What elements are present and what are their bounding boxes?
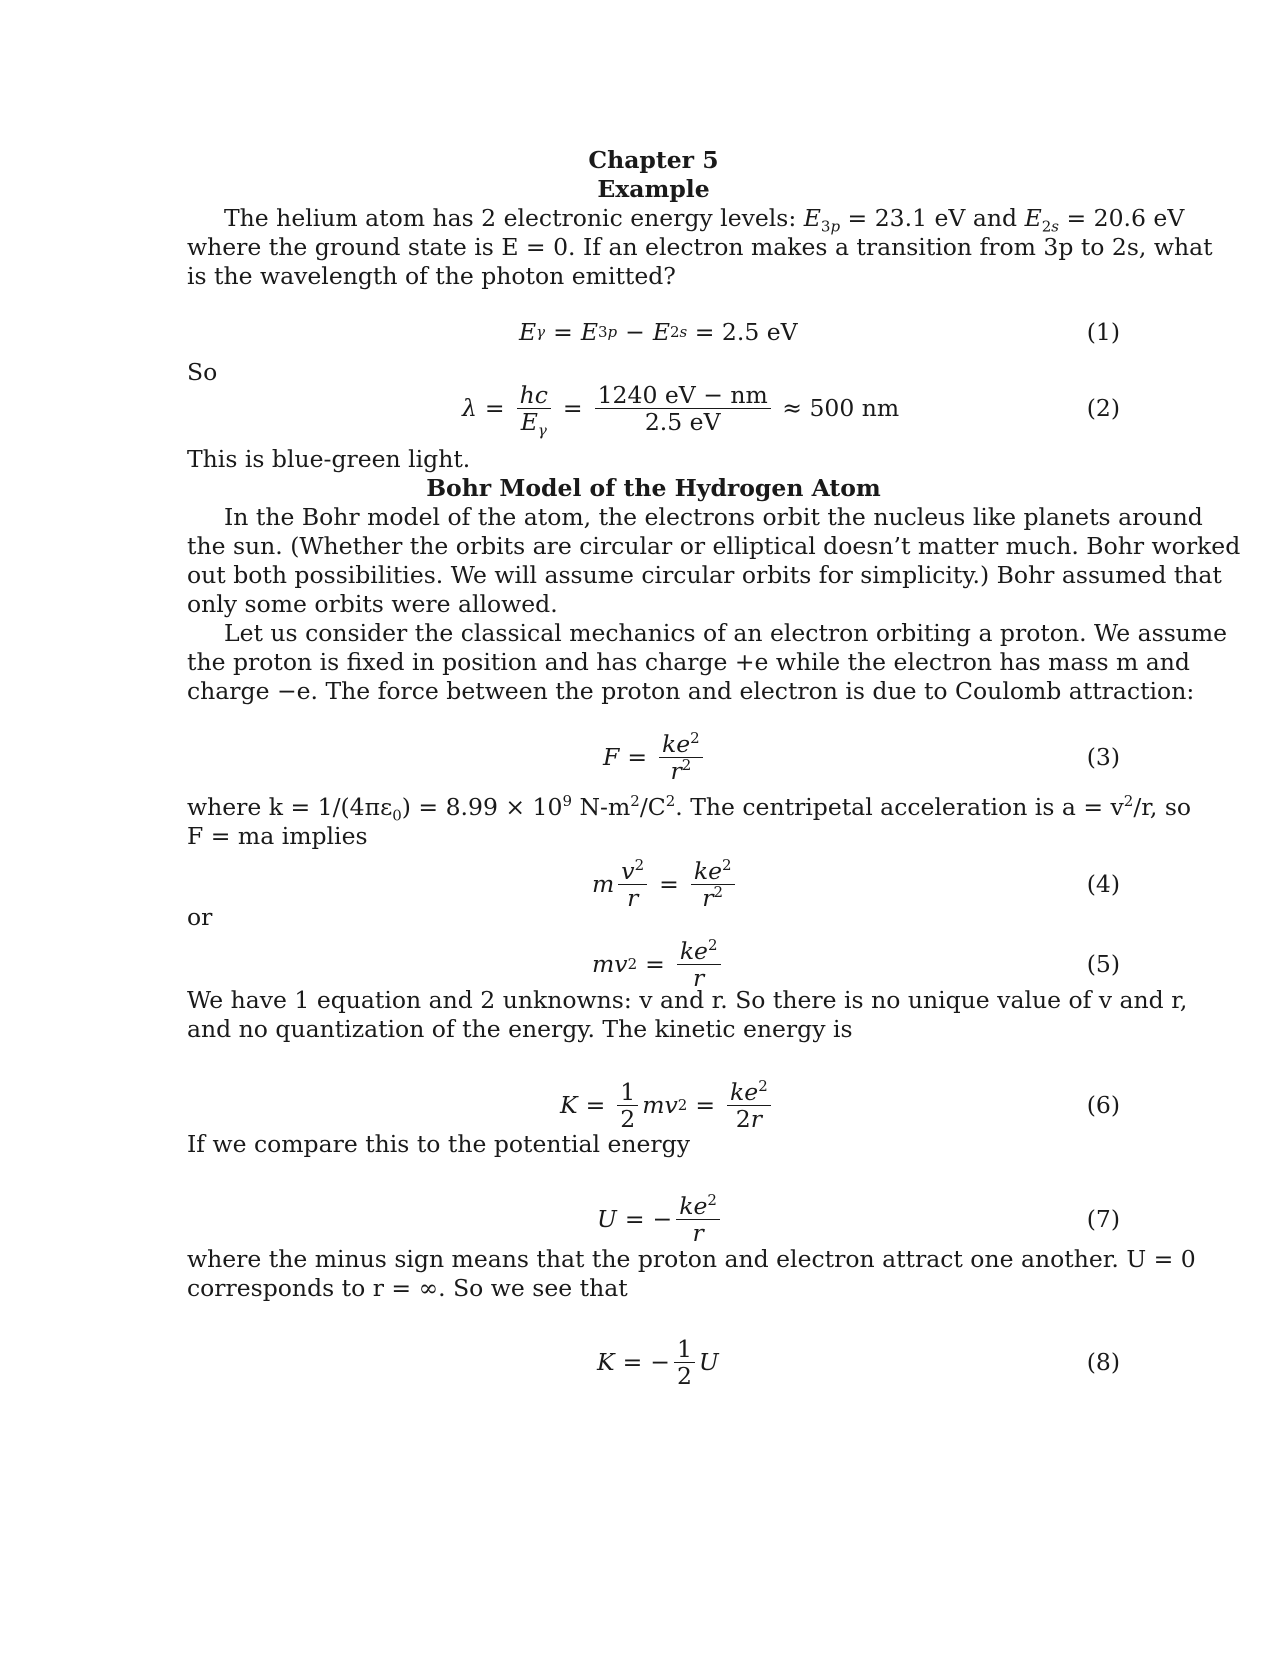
coulomb-constant-line: where $k = 1/(4\pi\varepsilon_0) = 8.99 \times 10^9$ $N-m^2/C^2$. The centripetal acceleration is $a = v^2/r$, so	[187, 792, 1192, 825]
compare-line: If we compare this to the potential energy	[187, 1130, 690, 1158]
bohr-paragraph-2-line-1: Let us consider the classical mechanics of an electron orbiting a proton. We assume	[224, 619, 1228, 647]
conclusion-line: This is blue-green light.	[187, 445, 471, 473]
equation-5: mv 2 = $\frac{ke^2}{r}$ (5)	[187, 929, 1120, 999]
equation-number: (7)	[1086, 1205, 1120, 1233]
equation-6: K = $\frac{1}{2}$ mv 2 = $\frac{ke^2}{2r}$ (6)	[187, 1070, 1120, 1140]
minus-sign-line-1: where the minus sign means that the proton and electron attract one another. U = 0	[187, 1245, 1196, 1273]
equation-number: (4)	[1086, 870, 1120, 898]
bohr-paragraph-1-line-2: the sun. (Whether the orbits are circular or elliptical doesn’t matter much. Bohr worked	[187, 532, 1241, 560]
fma-line: F = ma implies	[187, 822, 368, 850]
minus-sign-line-2: corresponds to r = ∞. So we see that	[187, 1274, 628, 1302]
equation-8: K = − $\frac{1}{2}$ U (8)	[187, 1327, 1120, 1397]
example-paragraph-line-2: where the ground state is E = 0. If an electron makes a transition from 3p to 2s, what	[187, 233, 1213, 261]
example-heading: Example	[597, 175, 710, 203]
chapter-heading: Chapter 5	[588, 146, 719, 174]
bohr-paragraph-1-line-3: out both possibilities. We will assume circular orbits for simplicity.) Bohr assumed that	[187, 561, 1222, 589]
equation-number: (2)	[1086, 394, 1120, 422]
example-paragraph-line-3: is the wavelength of the photon emitted?	[187, 262, 676, 290]
bohr-paragraph-1-line-1: In the Bohr model of the atom, the electrons orbit the nucleus like planets around	[224, 503, 1203, 531]
equation-number: (8)	[1086, 1348, 1120, 1376]
equation-3: F = $\frac{ke^2}{r^2}$ (3)	[187, 722, 1120, 792]
equation-2: λ = $\frac{hc}{E_\gamma}$ = $\frac{1240 eV - nm}{2.5 eV}$ ≈ 500 nm (2)	[187, 373, 1120, 443]
bohr-heading: Bohr Model of the Hydrogen Atom	[426, 474, 881, 502]
or-label: or	[187, 903, 213, 931]
example-paragraph-line-1: The helium atom has 2 electronic energy levels: $E_{3p} = 23.1$ eV and $E_{2s} = 20.6$ eV	[224, 204, 1185, 236]
equation-1: E γ = E 3p − E 2s = 2.5 eV (1)	[187, 297, 1120, 367]
equation-number: (6)	[1086, 1091, 1120, 1119]
unknowns-line-2: and no quantization of the energy. The kinetic energy is	[187, 1015, 853, 1043]
bohr-paragraph-2-line-3: charge −e. The force between the proton and electron is due to Coulomb attraction:	[187, 677, 1195, 705]
equation-number: (5)	[1086, 950, 1120, 978]
unknowns-line-1: We have 1 equation and 2 unknowns: v and r. So there is no unique value of v and r,	[187, 986, 1188, 1014]
equation-number: (1)	[1086, 318, 1120, 346]
equation-7: U = − $\frac{ke^2}{r}$ (7)	[187, 1184, 1120, 1254]
bohr-paragraph-1-line-4: only some orbits were allowed.	[187, 590, 558, 618]
equation-number: (3)	[1086, 743, 1120, 771]
equation-4: m $\frac{v^2}{r}$ = $\frac{ke^2}{r^2}$ (4)	[187, 849, 1120, 919]
bohr-paragraph-2-line-2: the proton is fixed in position and has charge +e while the electron has mass m and	[187, 648, 1190, 676]
so-label: So	[187, 358, 218, 386]
